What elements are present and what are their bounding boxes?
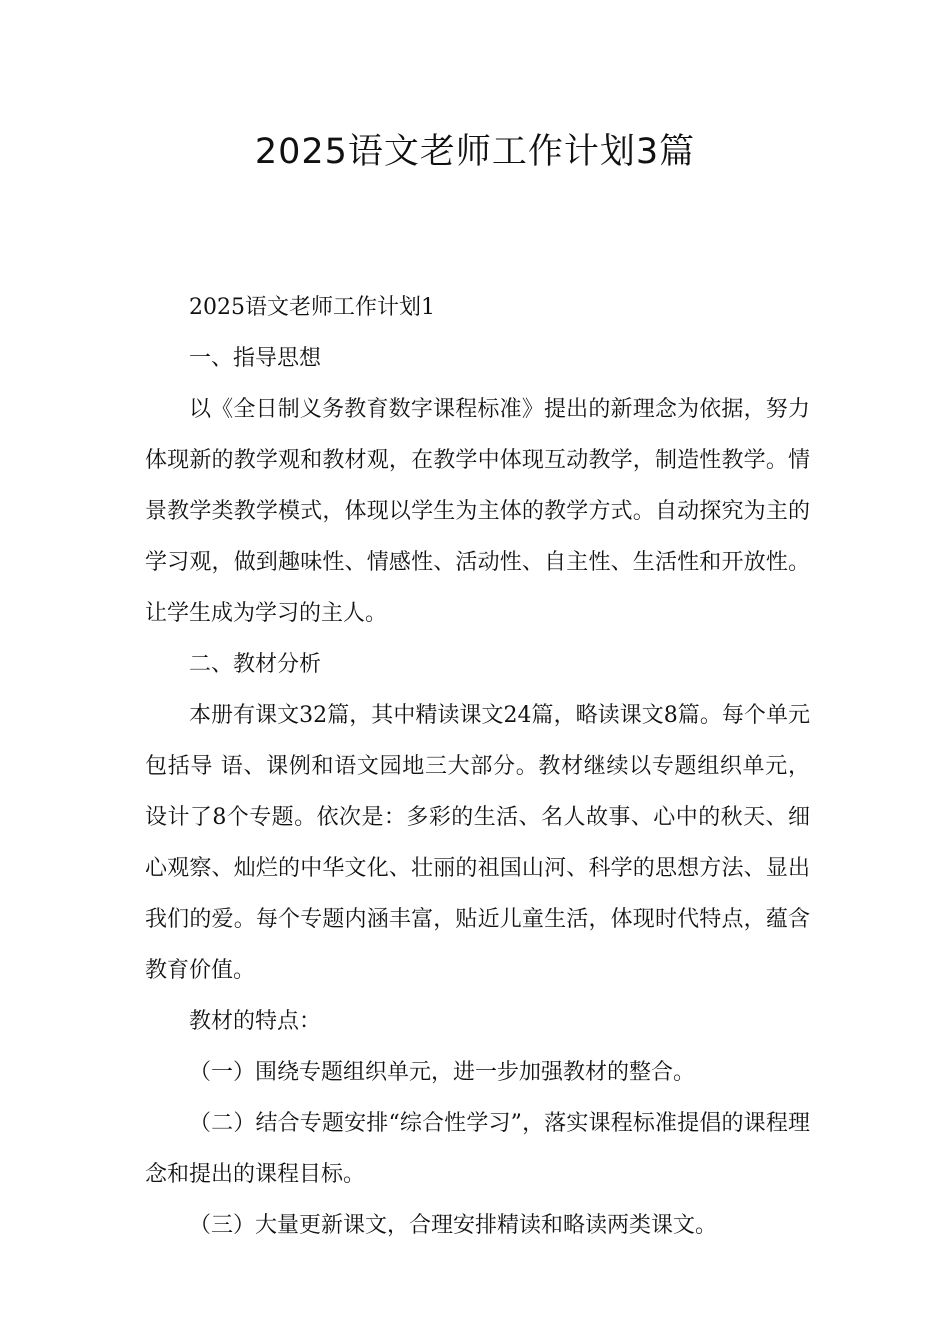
section-heading-textbook-analysis: 二、教材分析	[189, 652, 322, 677]
list-item-feature-3: （三）大量更新课文，合理安排精读和略读两类课文。	[189, 1213, 718, 1238]
section-heading-plan-1: 2025语文老师工作计划1	[189, 295, 435, 320]
list-item-feature-1: （一）围绕专题组织单元，进一步加强教材的整合。	[189, 1060, 696, 1085]
section-heading-guiding-thought: 一、指导思想	[189, 346, 322, 371]
document-title: 2025语文老师工作计划3篇	[254, 132, 696, 172]
list-item-feature-2: （二）结合专题安排“综合性学习”，落实课程标准提倡的课程理念和提出的课程目标。	[145, 1111, 810, 1187]
paragraph-guiding-thought: 以《全日制义务教育数字课程标准》提出的新理念为依据，努力体现新的教学观和教材观，在教学中体现互动教学，制造性教学。情景教学类教学模式，体现以学生为主体的教学方式。自动探究为主的学习观，做到趣味性、情感性、活动性、自主性、生活性和开放性。让学生成为学习的主人。	[145, 397, 810, 626]
document-body	[145, 282, 810, 1251]
paragraph-textbook-analysis: 本册有课文32篇，其中精读课文24篇，略读课文8篇。每个单元包括导 语、课例和语文园地三大部分。教材继续以专题组织单元，设计了8个专题。依次是：多彩的生活、名人故事、心中的秋天、细心观察、灿烂的中华文化、壮丽的祖国山河、科学的思想方法、显出我们的爱。每个专题内涵丰富，贴近儿童生活，体现时代特点，蕴含教育价值。	[145, 703, 810, 983]
subheading-textbook-features: 教材的特点：	[189, 1009, 322, 1034]
